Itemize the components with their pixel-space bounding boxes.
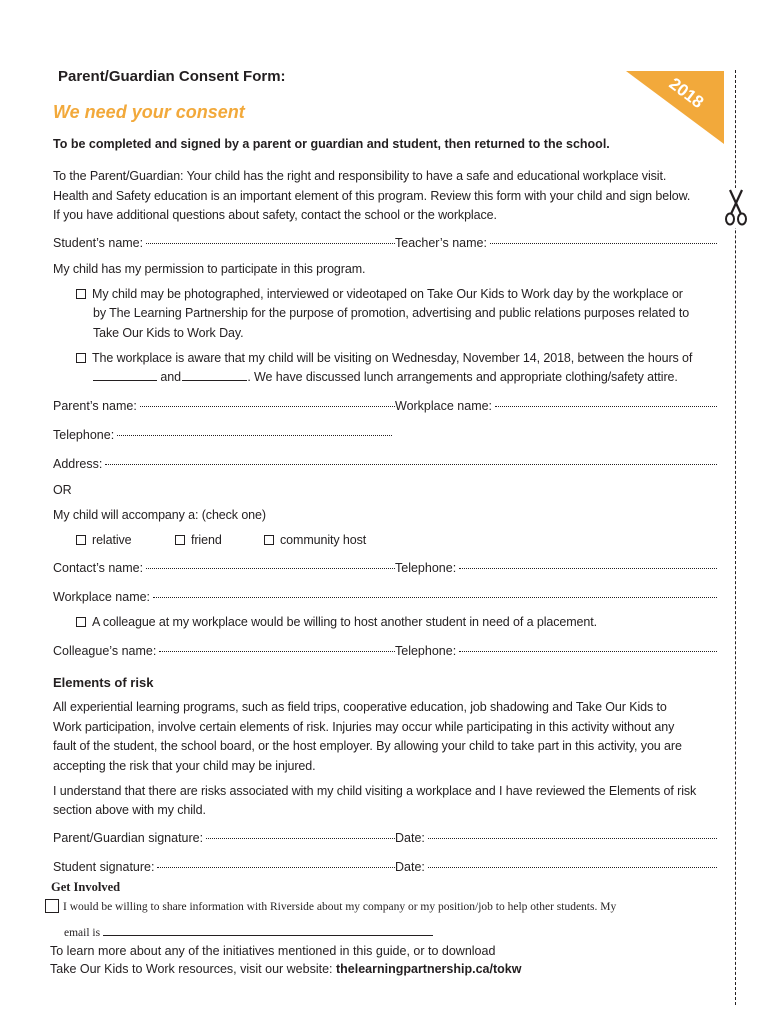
or-text: OR	[53, 483, 72, 497]
share-info-text: I would be willing to share information with Riverside about my company or my position/job to help other students. My	[63, 901, 617, 913]
address-field[interactable]	[53, 457, 717, 471]
parent-signature-label: Parent/Guardian signature:	[53, 831, 204, 845]
intro-line-1: To the Parent/Guardian: Your child has the right and responsibility to have a safe and educational workplace visit.	[53, 169, 667, 183]
relative-checkbox[interactable]	[76, 535, 86, 545]
end-hour-blank[interactable]	[182, 368, 247, 381]
footer-line-2	[50, 962, 521, 976]
parent-date-label: Date:	[395, 831, 425, 845]
workplace-aware-line-2-end: . We have discussed lunch arrangements and appropriate clothing/safety attire.	[247, 370, 678, 384]
and-text: and	[160, 370, 181, 384]
footer-line-2-prefix: Take Our Kids to Work resources, visit our website:	[50, 962, 336, 976]
year-badge	[620, 70, 730, 150]
colleague-telephone-field[interactable]	[395, 644, 717, 658]
colleague-option[interactable]	[76, 613, 597, 633]
photo-consent-checkbox[interactable]	[76, 289, 86, 299]
colleague-telephone-label: Telephone:	[395, 644, 457, 658]
teacher-name-label: Teacher’s name:	[395, 236, 487, 250]
community-host-checkbox[interactable]	[264, 535, 274, 545]
workplace-name-field[interactable]	[395, 399, 717, 413]
workplace-name-field-2[interactable]	[53, 590, 717, 604]
email-label: email is	[64, 927, 101, 939]
student-date-label: Date:	[395, 860, 425, 874]
friend-checkbox[interactable]	[175, 535, 185, 545]
option-community-host[interactable]	[264, 531, 366, 551]
share-info-option[interactable]	[45, 899, 616, 913]
address-label: Address:	[53, 457, 103, 471]
workplace-aware-checkbox[interactable]	[76, 353, 86, 363]
teacher-name-field[interactable]	[395, 236, 717, 250]
workplace-aware-line-2	[93, 368, 678, 388]
student-name-label: Student’s name:	[53, 236, 144, 250]
accompany-prompt: My child will accompany a: (check one)	[53, 508, 266, 522]
option-relative[interactable]	[76, 531, 132, 551]
community-host-label: community host	[280, 533, 367, 547]
consent-heading: We need your consent	[53, 102, 245, 122]
website-link[interactable]: thelearningpartnership.ca/tokw	[335, 962, 522, 976]
risk-para-2-line-1: I understand that there are risks associated with my child visiting a workplace and I have reviewed the Elements of risk	[53, 784, 697, 798]
risk-para-1-line-4: accepting the risk that your child may be injured.	[53, 759, 316, 773]
telephone-label: Telephone:	[53, 428, 115, 442]
workplace-name-label: Workplace name:	[395, 399, 493, 413]
contact-name-field[interactable]	[53, 561, 395, 575]
colleague-option-label: A colleague at my workplace would be willing to host another student in need of a placement.	[92, 615, 598, 629]
risk-para-1-line-3: fault of the student, the school board, or the host employer. By allowing your child to take part in this activity, you are	[53, 739, 682, 753]
parent-date-field[interactable]	[395, 831, 717, 845]
year-badge-text: 2018	[665, 74, 708, 112]
photo-consent-line-1: My child may be photographed, interviewed or videotaped on Take Our Kids to Work day by the workplace or	[92, 287, 683, 301]
scissors-icon	[723, 188, 749, 228]
workplace-aware-option[interactable]	[76, 349, 692, 369]
telephone-field[interactable]	[53, 428, 392, 442]
share-info-checkbox[interactable]	[45, 899, 59, 913]
friend-label: friend	[191, 533, 222, 547]
photo-consent-option[interactable]	[76, 285, 683, 305]
form-title: Parent/Guardian Consent Form:	[58, 68, 286, 85]
risk-para-1-line-1: All experiential learning programs, such as field trips, cooperative education, job shadowing and Take Our Kids to	[53, 700, 667, 714]
colleague-checkbox[interactable]	[76, 617, 86, 627]
parent-signature-field[interactable]	[53, 831, 395, 845]
option-friend[interactable]	[175, 531, 222, 551]
student-signature-label: Student signature:	[53, 860, 155, 874]
workplace-aware-line-1: The workplace is aware that my child will be visiting on Wednesday, November 14, 2018, between the hours of	[92, 351, 693, 365]
photo-consent-line-3: Take Our Kids to Work Day.	[93, 326, 244, 340]
relative-label: relative	[92, 533, 132, 547]
start-hour-blank[interactable]	[93, 368, 157, 381]
contact-name-label: Contact’s name:	[53, 561, 144, 575]
footer-line-1: To learn more about any of the initiatives mentioned in this guide, or to download	[50, 944, 496, 958]
colleague-name-label: Colleague’s name:	[53, 644, 157, 658]
get-involved-heading: Get Involved	[51, 880, 121, 894]
colleague-name-field[interactable]	[53, 644, 395, 658]
risk-heading: Elements of risk	[53, 675, 154, 690]
intro-line-3: If you have additional questions about safety, contact the school or the workplace.	[53, 208, 497, 222]
email-field[interactable]	[64, 924, 433, 939]
risk-para-2-line-2: section above with my child.	[53, 803, 206, 817]
permission-statement: My child has my permission to participate in this program.	[53, 262, 366, 276]
student-date-field[interactable]	[395, 860, 717, 874]
parent-name-label: Parent’s name:	[53, 399, 137, 413]
instruction: To be completed and signed by a parent or guardian and student, then returned to the school.	[53, 137, 610, 151]
contact-telephone-field[interactable]	[395, 561, 717, 575]
contact-telephone-label: Telephone:	[395, 561, 457, 575]
email-input-line[interactable]	[103, 924, 433, 936]
student-signature-field[interactable]	[53, 860, 395, 874]
risk-para-1-line-2: Work participation, involve certain elements of risk. Injuries may occur while participating in this activity without any	[53, 720, 675, 734]
parent-name-field[interactable]	[53, 399, 395, 413]
intro-line-2: Health and Safety education is an important element of this program. Review this form with your child and sign below.	[53, 189, 691, 203]
student-name-field[interactable]	[53, 236, 395, 250]
photo-consent-line-2: by The Learning Partnership for the purpose of promotion, advertising and public relations purposes related to	[93, 306, 690, 320]
workplace-name-2-label: Workplace name:	[53, 590, 151, 604]
